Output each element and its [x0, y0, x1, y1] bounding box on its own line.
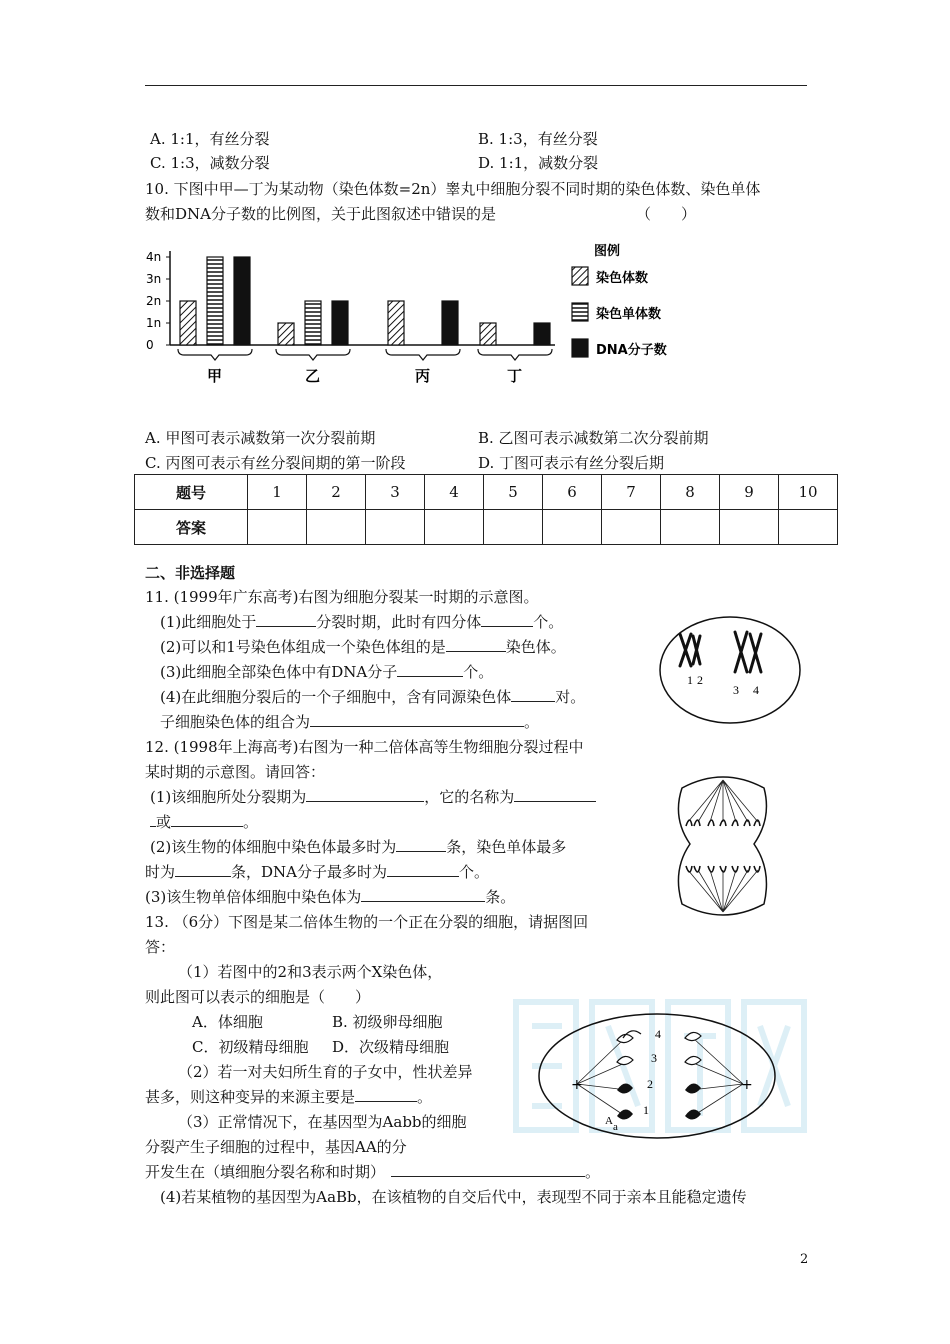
q11-part1-text-c: 个。 — [533, 613, 564, 631]
q12-stem-line2: 某时期的示意图。请回答： — [145, 763, 326, 781]
q13-fig-label: 1 — [643, 1103, 649, 1117]
q11-blank-homologous[interactable] — [511, 701, 555, 702]
category-bracket — [386, 349, 460, 360]
q13-fig-label: 2 — [647, 1077, 653, 1091]
q12-blank-phase[interactable] — [306, 801, 424, 802]
q12-part2-text-a: (2)该生物的体细胞中染色体最多时为 — [150, 838, 397, 856]
q13-part1-line2: 则此图可以表示的细胞是（ ） — [145, 988, 371, 1006]
q11-part2 — [160, 636, 566, 657]
question-number-cell: 8 — [661, 475, 720, 510]
centrosome-mark: + — [741, 1077, 753, 1093]
q12-part2-text-c: 时为 — [145, 863, 176, 881]
q12-part1-cont — [150, 811, 258, 832]
q13-blank-division[interactable] — [391, 1176, 585, 1177]
y-tick-label: 0 — [146, 338, 154, 352]
q11-blank-phase[interactable] — [256, 626, 316, 627]
bar-diagonal — [388, 301, 404, 345]
bar-solid — [234, 257, 250, 345]
q12-part1-text-d: 。 — [243, 813, 259, 831]
q9-option-a: A. 1:1，有丝分裂 — [150, 130, 270, 148]
q12-part3-text-b: 条。 — [485, 888, 516, 906]
q12-part1-text-c: 或 — [156, 813, 172, 831]
q12-part1-text-a: (1)该细胞所处分裂期为 — [150, 788, 307, 806]
q11-part3 — [160, 661, 493, 682]
bar-solid — [534, 323, 550, 345]
legend-label: 染色单体数 — [596, 307, 662, 322]
q12-part3-text-a: (3)该生物单倍体细胞中染色体为 — [145, 888, 362, 906]
bar-solid — [442, 301, 458, 345]
q10-option-a: A. 甲图可表示减数第一次分裂前期 — [145, 429, 376, 447]
q12-blank-haploid[interactable] — [361, 901, 485, 902]
q11-part4-text-b: 对。 — [555, 688, 586, 706]
q10-stem-line2: 数和DNA分子数的比例图，关于此图叙述中错误的是 — [145, 205, 496, 223]
q13-stem-line2: 答： — [145, 938, 176, 956]
legend-title: 图例 — [594, 244, 621, 259]
page-number: 2 — [800, 1252, 809, 1267]
q11-part1-text-b: 分裂时期，此时有四分体 — [316, 613, 482, 631]
q10-bar-chart — [140, 235, 700, 385]
q12-part2-text-e: 个。 — [459, 863, 490, 881]
bar-diagonal — [180, 301, 196, 345]
question-number-cell: 7 — [602, 475, 661, 510]
q13-part2-line2 — [145, 1086, 432, 1107]
question-number-label: 题号 — [135, 475, 248, 510]
q11-stem: 11. (1999年广东高考)右图为细胞分裂某一时期的示意图。 — [145, 588, 539, 606]
q11-blank-dna[interactable] — [397, 676, 463, 677]
q12-part2-text-b: 条，染色单体最多 — [446, 838, 567, 856]
legend-label: DNA分子数 — [596, 343, 667, 358]
q13-part3-end: 。 — [585, 1163, 601, 1181]
q13-option-d: D．次级精母细胞 — [332, 1038, 450, 1056]
y-tick-label: 4n — [146, 250, 162, 264]
q13-blank-variation[interactable] — [355, 1101, 417, 1102]
q13-part3-line1: （3）正常情况下，在基因型为Aabb的细胞 — [178, 1113, 467, 1131]
q11-part3-text-a: (3)此细胞全部染色体中有DNA分子 — [160, 663, 398, 681]
q13-part4: (4)若某植物的基因型为AaBb，在该植物的自交后代中，表现型不同于亲本且能稳定遗传 — [160, 1188, 747, 1206]
q9-option-b: B. 1:3，有丝分裂 — [478, 130, 598, 148]
q13-option-b: B. 初级卵母细胞 — [332, 1013, 443, 1031]
q13-fig-label: a — [613, 1121, 618, 1133]
q13-part3-line3 — [145, 1161, 600, 1182]
q12-blank-name-2[interactable] — [171, 826, 243, 827]
question-number-cell: 1 — [248, 475, 307, 510]
category-bracket — [478, 349, 552, 360]
q11-fig-label: 1 — [687, 673, 693, 687]
q11-blank-combination[interactable] — [310, 726, 524, 727]
q12-blank-chromosomes[interactable] — [396, 851, 446, 852]
question-number-cell: 10 — [779, 475, 838, 510]
q12-cell-figure — [668, 770, 778, 922]
q11-part3-text-b: 个。 — [463, 663, 494, 681]
bar-diagonal — [480, 323, 496, 345]
q13-part3-text: 开发生在（填细胞分裂名称和时期） — [145, 1163, 386, 1181]
q11-part5-text-a: 子细胞染色体的组合为 — [160, 713, 311, 731]
answer-cell[interactable] — [602, 510, 661, 545]
category-label: 丁 — [507, 367, 523, 385]
q11-part4-text-a: (4)在此细胞分裂后的一个子细胞中，含有同源染色体 — [160, 688, 512, 706]
q11-blank-tetrads[interactable] — [481, 626, 533, 627]
answer-table-answer-row — [135, 510, 838, 545]
answer-table-header-row — [135, 475, 838, 510]
bar-diagonal — [278, 323, 294, 345]
q11-fig-label: 4 — [753, 683, 759, 697]
q11-blank-chromosome-set[interactable] — [446, 651, 506, 652]
q13-fig-label: A — [605, 1115, 613, 1127]
q10-option-b: B. 乙图可表示减数第二次分裂前期 — [478, 429, 709, 447]
q12-part1 — [150, 786, 596, 807]
q10-stem-line1: 10. 下图中甲—丁为某动物（染色体数=2n）睾丸中细胞分裂不同时期的染色体数、染色单体 — [145, 180, 761, 198]
q13-option-a: A．体细胞 — [192, 1013, 263, 1031]
q13-fig-label: 3 — [651, 1051, 657, 1065]
answer-cell[interactable] — [248, 510, 307, 545]
question-number-cell: 2 — [307, 475, 366, 510]
q11-part1 — [160, 611, 563, 632]
q13-part2-end: 。 — [417, 1088, 433, 1106]
q12-blank-name-1[interactable] — [514, 801, 596, 802]
q10-answer-paren: （ ） — [636, 205, 697, 223]
q13-part2-text: 甚多，则这种变异的来源主要是 — [145, 1088, 356, 1106]
bar-horizontal — [305, 301, 321, 345]
q11-part2-text-a: (2)可以和1号染色体组成一个染色体组的是 — [160, 638, 446, 656]
q11-part1-text-a: (1)此细胞处于 — [160, 613, 257, 631]
answer-cell[interactable] — [425, 510, 484, 545]
category-label: 乙 — [305, 367, 321, 385]
y-tick-label: 2n — [146, 294, 162, 308]
q13-part2-line1: （2）若一对夫妇所生育的子女中，性状差异 — [178, 1063, 473, 1081]
y-tick-label: 1n — [146, 316, 162, 330]
answer-label: 答案 — [135, 510, 248, 545]
q11-cell-figure — [655, 614, 805, 726]
legend-swatch — [572, 339, 588, 357]
q12-blank-chromatids[interactable] — [175, 876, 231, 877]
q12-part2 — [150, 836, 566, 857]
q12-part2-cont — [145, 861, 489, 882]
q12-part2-text-d: 条，DNA分子最多时为 — [231, 863, 388, 881]
q11-part2-text-b: 染色体。 — [505, 638, 566, 656]
centrosome-mark: + — [571, 1077, 583, 1093]
category-label: 丙 — [415, 367, 431, 385]
answer-cell[interactable] — [484, 510, 543, 545]
q13-option-c: C．初级精母细胞 — [192, 1038, 309, 1056]
answer-cell[interactable] — [543, 510, 602, 545]
q13-part3-line2: 分裂产生子细胞的过程中，基因AA的分 — [145, 1138, 407, 1156]
answer-cell[interactable] — [366, 510, 425, 545]
legend-swatch — [572, 267, 588, 285]
bar-solid — [332, 301, 348, 345]
legend-swatch — [572, 303, 588, 321]
question-number-cell: 9 — [720, 475, 779, 510]
q12-blank-dna[interactable] — [387, 876, 459, 877]
q13-cell-figure — [535, 1006, 780, 1146]
question-number-cell: 5 — [484, 475, 543, 510]
category-bracket — [178, 349, 252, 360]
q11-fig-label: 2 — [697, 673, 703, 687]
question-number-cell: 3 — [366, 475, 425, 510]
section-title: 二、非选择题 — [145, 564, 236, 582]
answer-cell[interactable] — [720, 510, 779, 545]
answer-cell[interactable] — [307, 510, 366, 545]
q11-fig-label: 3 — [733, 683, 739, 697]
question-number-cell: 4 — [425, 475, 484, 510]
q9-option-d: D. 1:1，减数分裂 — [478, 154, 599, 172]
bar-horizontal — [207, 257, 223, 345]
q13-stem-line1: 13. （6分）下图是某二倍体生物的一个正在分裂的细胞，请据图回 — [145, 913, 589, 931]
q10-option-c: C. 丙图可表示有丝分裂间期的第一阶段 — [145, 454, 406, 472]
q13-fig-label: 4 — [655, 1027, 661, 1041]
q12-part1-text-b: ，它的名称为 — [424, 788, 515, 806]
answer-table — [134, 474, 838, 545]
y-tick-label: 3n — [146, 272, 162, 286]
q13-part1-line1: （1）若图中的2和3表示两个X染色体， — [178, 963, 443, 981]
category-label: 甲 — [207, 367, 223, 385]
q10-option-d: D. 丁图可表示有丝分裂后期 — [478, 454, 665, 472]
answer-cell[interactable] — [779, 510, 838, 545]
question-number-cell: 6 — [543, 475, 602, 510]
legend-label: 染色体数 — [596, 271, 649, 286]
q12-stem-line1: 12. (1998年上海高考)右图为一种二倍体高等生物细胞分裂过程中 — [145, 738, 584, 756]
category-bracket — [276, 349, 350, 360]
q12-part3 — [145, 886, 515, 907]
q11-part5 — [160, 711, 539, 732]
answer-cell[interactable] — [661, 510, 720, 545]
q9-option-c: C. 1:3，减数分裂 — [150, 154, 270, 172]
q11-part4 — [160, 686, 585, 707]
header-rule — [145, 85, 807, 86]
q11-part5-text-b: 。 — [524, 713, 540, 731]
